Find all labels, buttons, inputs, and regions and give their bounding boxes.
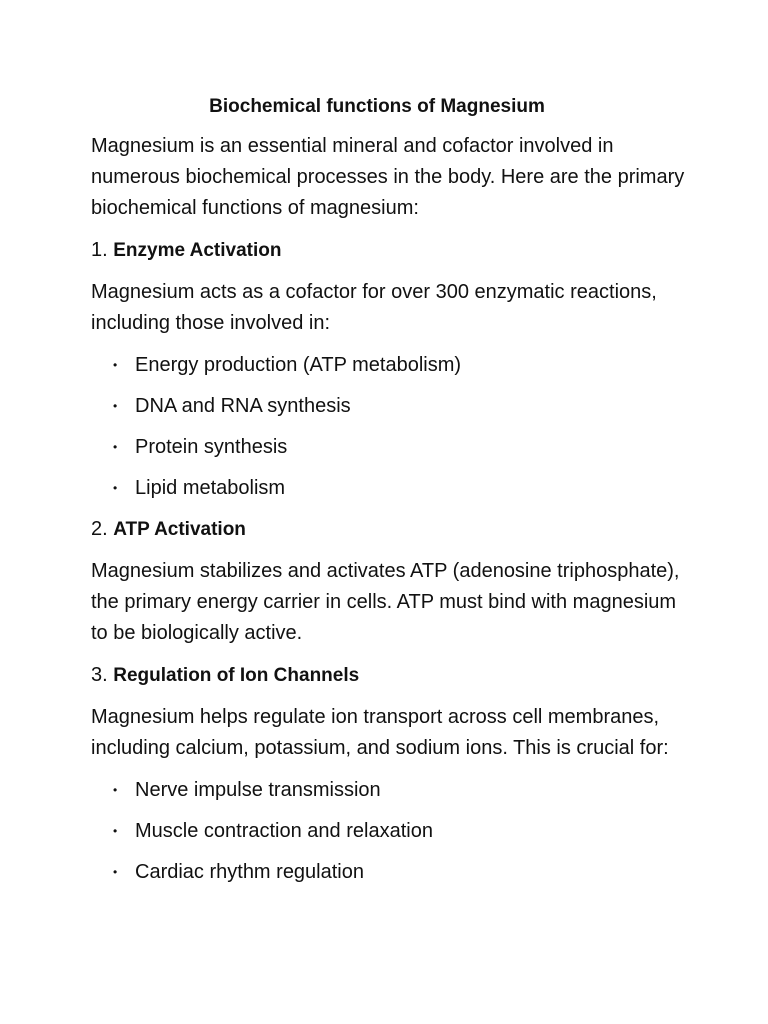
section-title: ATP Activation	[113, 519, 246, 540]
list-item	[91, 775, 691, 806]
section-heading-enzyme-activation	[91, 235, 691, 266]
document-body	[91, 93, 691, 898]
intro-paragraph: Magnesium is an essential mineral and cofactor involved in numerous biochemical processes in the body. Here are the primary biochemical functions of magnesium:	[91, 135, 685, 219]
list-item-text: Nerve impulse transmission	[135, 779, 381, 801]
bullet-icon: •	[113, 865, 118, 879]
list-item-text: Lipid metabolism	[135, 477, 286, 499]
bullet-icon: •	[113, 358, 118, 372]
section-paragraph: Magnesium acts as a cofactor for over 300 enzymatic reactions, including those involved in:	[91, 281, 657, 334]
section-heading-atp-activation	[91, 514, 691, 545]
bullet-icon: •	[113, 783, 118, 797]
list-item	[91, 857, 691, 888]
list-item	[91, 816, 691, 847]
section-title: Regulation of Ion Channels	[113, 665, 360, 686]
bullet-icon: •	[113, 824, 118, 838]
list-item	[91, 391, 691, 422]
section-paragraph: Magnesium stabilizes and activates ATP (adenosine triphosphate), the primary energy carrier in cells. ATP must bind with magnesium to be biologically active.	[91, 560, 680, 644]
list-item	[91, 350, 691, 381]
section-number: 2.	[91, 518, 108, 540]
document-title: Biochemical functions of Magnesium	[209, 96, 545, 117]
list-item-text: Protein synthesis	[135, 436, 288, 458]
section-number: 3.	[91, 664, 108, 686]
list-item-text: DNA and RNA synthesis	[135, 395, 351, 417]
list-item-text: Energy production (ATP metabolism)	[135, 354, 462, 376]
list-item	[91, 432, 691, 463]
section-number: 1.	[91, 239, 108, 261]
section-title: Enzyme Activation	[113, 240, 282, 261]
bullet-icon: •	[113, 440, 118, 454]
section-paragraph: Magnesium helps regulate ion transport across cell membranes, including calcium, potassium, and sodium ions. This is crucial for:	[91, 706, 669, 759]
section-heading-ion-channels	[91, 660, 691, 691]
bullet-list-enzyme-reactions	[91, 350, 691, 504]
list-item-text: Cardiac rhythm regulation	[135, 861, 364, 883]
bullet-icon: •	[113, 399, 118, 413]
list-item-text: Muscle contraction and relaxation	[135, 820, 433, 842]
bullet-list-ion-functions	[91, 775, 691, 888]
list-item	[91, 473, 691, 504]
bullet-icon: •	[113, 481, 118, 495]
